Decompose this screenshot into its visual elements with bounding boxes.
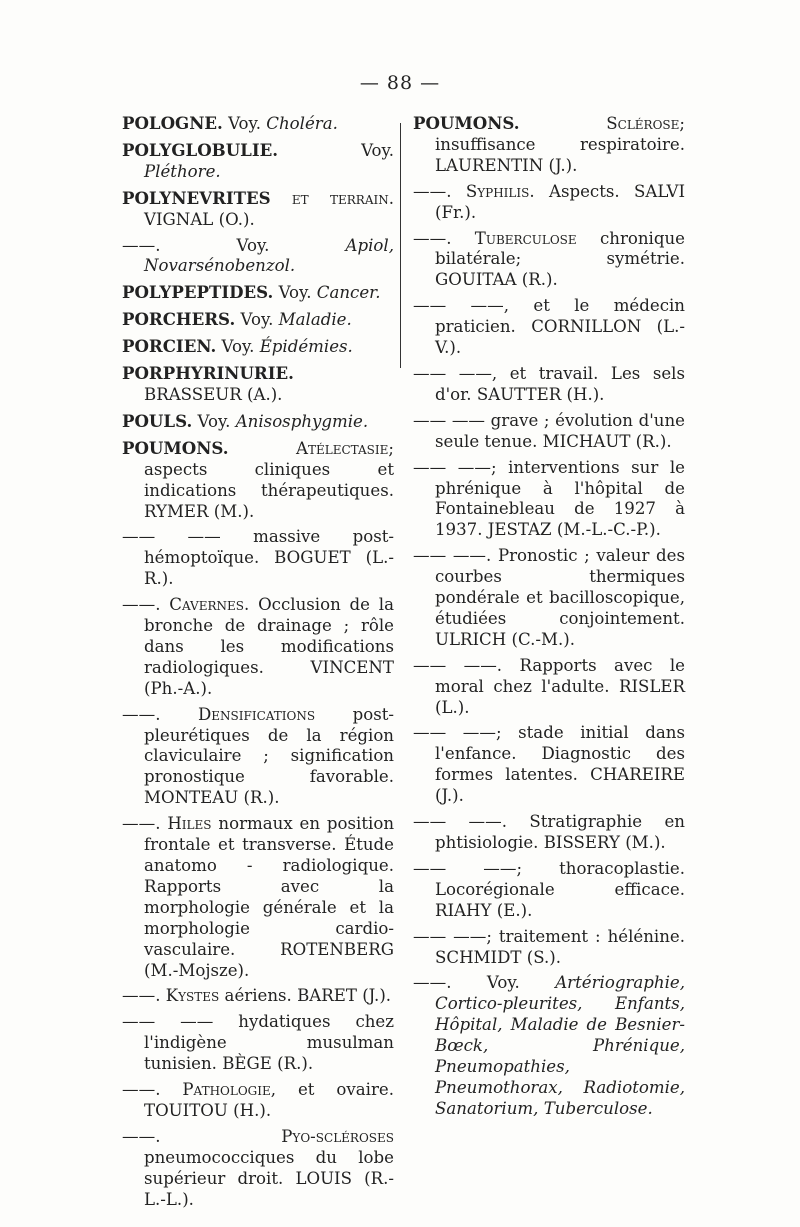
entry-heading: POUMONS. (122, 437, 229, 458)
entry-crossref: Maladie. (278, 310, 352, 330)
entry-crossref: Pléthore. (144, 161, 221, 181)
index-entry (413, 973, 685, 1119)
entry-subheading: Atélectasie; (228, 438, 394, 458)
entry-text: Aspects. SALVI (Fr.). (435, 181, 685, 222)
index-entry (413, 113, 685, 177)
index-entry (122, 527, 394, 590)
entry-dash: —— —— (413, 410, 486, 430)
index-entry (413, 364, 685, 406)
index-entry (413, 656, 685, 719)
entry-text: Voy. (235, 310, 279, 330)
entry-heading: PORPHYRINURIE. (122, 363, 294, 384)
entry-dash: ——. (122, 704, 161, 724)
entry-text: aspects cliniques et indications thérapeutiques. RYMER (M.). (144, 459, 394, 521)
index-entry (122, 140, 394, 183)
entry-text: Stratigraphie en phtisiologie. BISSERY (M.). (435, 812, 685, 852)
entry-dash: ——. (122, 1080, 161, 1100)
index-entry (413, 296, 685, 359)
index-entry (122, 705, 394, 810)
entry-subheading: Sclérose; (519, 114, 685, 133)
entry-text: Voy. (273, 283, 317, 303)
entry-text: insuffisance respiratoire. LAURENTIN (J.). (435, 134, 685, 175)
entry-heading: POLYGLOBULIE. (122, 139, 279, 160)
entry-dash: ——. (413, 973, 452, 993)
entry-subheading: Tuberculose (451, 228, 577, 248)
entry-dash: —— ——; (413, 926, 492, 946)
index-entry (413, 229, 685, 292)
entry-text: aériens. BARET (J.). (219, 986, 392, 1006)
entry-text: Voy. (278, 140, 394, 160)
entry-text: et travail. Les sels d'or. SAUTTER (H.). (435, 363, 685, 404)
index-entry (122, 113, 394, 135)
entry-text: Voy. (451, 973, 556, 993)
entry-text: traitement : hélénine. SCHMIDT (S.). (435, 926, 685, 967)
entry-dash: ——. (122, 595, 161, 615)
index-entry (122, 411, 394, 433)
entry-text: VIGNAL (O.). (144, 209, 255, 229)
entry-dash: —— —— (122, 527, 221, 547)
entry-heading: POULS. (122, 410, 193, 431)
index-entry (122, 1127, 394, 1211)
entry-text: Voy. (160, 235, 346, 255)
entry-dash: ——. (413, 181, 452, 201)
entry-crossref: Apiol, Novarsénobenzol. (144, 235, 394, 276)
entry-crossref: Épidémies. (259, 337, 353, 357)
entry-heading: PORCIEN. (122, 336, 217, 357)
index-entry (413, 411, 685, 453)
index-entry (122, 309, 394, 331)
entry-text: normaux en position frontale et transverse. Étude anatomo - radiologique. Rapports avec la morphologie générale et la morphologie cardio-vasculaire. ROTENBERG (M.-Mojsze). (144, 814, 395, 980)
entry-subheading: Pyo-scléroses (160, 1126, 394, 1146)
entry-text: hydatiques chez l'indigène musulman tunisien. BÈGE (R.). (144, 1012, 394, 1074)
index-entry (413, 546, 685, 651)
entry-dash: —— ——, (413, 363, 498, 383)
page-number: — 88 — (359, 72, 441, 94)
entry-text: Pronostic ; valeur des courbes thermiques pondérale et bacilloscopique, étudiées conjointement. ULRICH (C.-M.). (435, 546, 685, 649)
entry-subheading: Pathologie, (160, 1080, 277, 1100)
entry-text: et le médecin praticien. CORNILLON (L.-V.). (435, 296, 685, 358)
entry-dash: ——. (413, 228, 452, 248)
entry-text: interventions sur le phrénique à l'hôpital de Fontainebleau de 1927 à 1937. JESTAZ (M.-L.-C.-P.). (435, 457, 685, 540)
entry-text: massive post-hémoptoïque. BOGUET (L.-R.). (144, 527, 394, 589)
entry-subheading: Kystes (160, 986, 220, 1006)
column-divider (400, 123, 401, 368)
entry-dash: —— ——; (413, 723, 502, 743)
entry-subheading: et terrain. (270, 188, 394, 208)
entry-subheading: Cavernes. (160, 595, 250, 615)
index-entry (122, 363, 394, 406)
entry-dash: ——. (122, 814, 161, 834)
entry-heading: POLYNEVRITES (122, 187, 271, 208)
entry-dash: ——. (122, 235, 161, 255)
entry-text: Voy. (192, 411, 236, 431)
entry-text: et ovaire. TOUITOU (H.). (144, 1080, 394, 1120)
index-entry (413, 182, 685, 224)
entry-text: pneumococciques du lobe supérieur droit. LOUIS (R.-L.-L.). (144, 1147, 394, 1209)
index-entry (122, 986, 394, 1007)
right-column (413, 113, 685, 1125)
index-entry (122, 438, 394, 523)
entry-heading: POLOGNE. (122, 113, 223, 133)
index-entry (413, 458, 685, 542)
index-entry (122, 236, 394, 278)
entry-text: Rapports avec le moral chez l'adulte. RISLER (L.). (435, 655, 685, 717)
entry-heading: PORCHERS. (122, 309, 236, 330)
entry-subheading: Hiles (160, 814, 212, 834)
entry-subheading: Densifications (160, 704, 316, 724)
entry-text: chronique bilatérale; symétrie. GOUITAA (R.). (435, 228, 685, 290)
index-entry (122, 814, 394, 981)
entry-text: thoracoplastie. Locorégionale efficace. RIAHY (E.). (435, 858, 685, 920)
entry-dash: —— —— (122, 1012, 214, 1032)
index-entry (122, 188, 394, 231)
entry-dash: —— ——, (413, 296, 510, 316)
entry-dash: —— ——; (413, 457, 497, 477)
entry-text: Occlusion de la bronche de drainage ; rôle dans les modifications radiologiques. VINCENT (Ph.-A.). (144, 595, 394, 698)
left-column (122, 113, 394, 1216)
index-entry (413, 812, 685, 854)
entry-dash: —— ——. (413, 812, 508, 832)
index-entry (122, 282, 394, 304)
entry-text: stade initial dans l'enfance. Diagnostic des formes latentes. CHAREIRE (J.). (435, 723, 685, 806)
entry-text: Voy. (222, 114, 267, 133)
index-entry (413, 723, 685, 807)
index-entry (122, 1012, 394, 1075)
entry-text: post-pleurétiques de la région claviculaire ; signification pronostique favorable. MONTEAU (R.). (144, 704, 394, 808)
entry-text: BRASSEUR (A.). (144, 384, 283, 404)
entry-text: grave ; évolution d'une seule tenue. MICHAUT (R.). (435, 410, 685, 451)
entry-dash: ——. (122, 986, 161, 1006)
index-entry (413, 927, 685, 969)
index-entry (122, 595, 394, 700)
index-entry (413, 859, 685, 922)
entry-dash: —— ——. (413, 546, 492, 566)
entry-crossref: Cancer. (316, 283, 381, 303)
entry-text: Voy. (216, 337, 260, 357)
entry-dash: —— ——. (413, 655, 503, 675)
index-entry (122, 1080, 394, 1122)
entry-heading: POUMONS. (413, 113, 520, 133)
entry-crossref: Anisosphygmie. (235, 411, 369, 431)
entry-subheading: Syphilis. (451, 181, 535, 201)
entry-dash: ——. (122, 1126, 161, 1146)
index-entry (122, 336, 394, 358)
entry-crossref: Artériographie, Cortico-pleurites, Enfants, Hôpital, Maladie de Besnier-Bœck, Phrénique, Pneumopathies, Pneumothorax, Radiotomie, Sanatorium, Tuberculose. (435, 973, 685, 1118)
entry-crossref: Choléra. (266, 114, 338, 133)
entry-dash: —— ——; (413, 858, 523, 878)
entry-heading: POLYPEPTIDES. (122, 282, 274, 303)
